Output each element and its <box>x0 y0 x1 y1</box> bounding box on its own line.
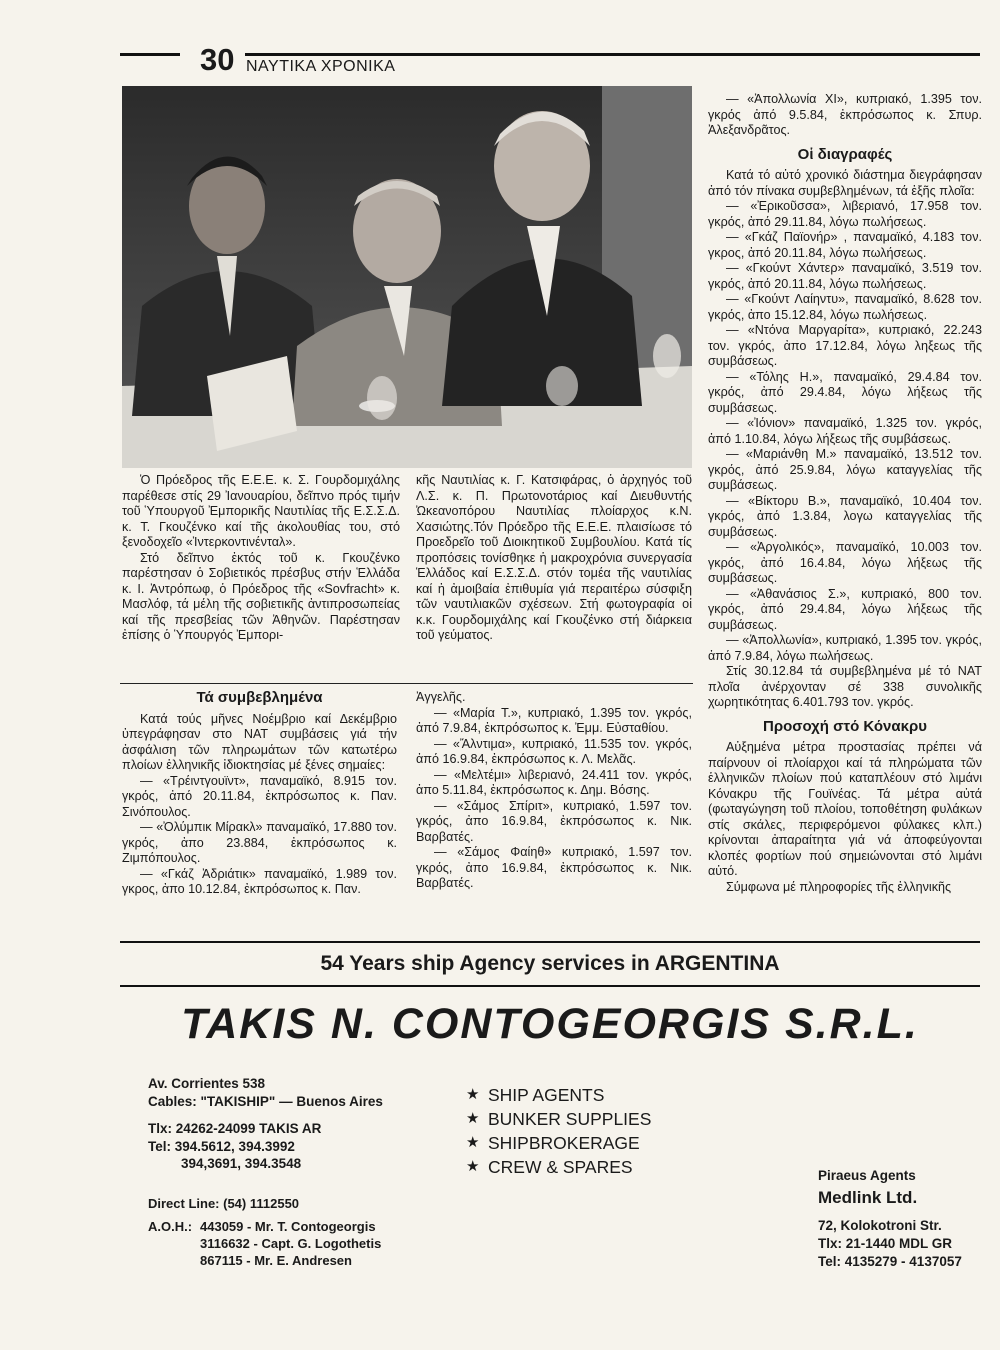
contracted-entry: — «Μαρία Τ.», κυπριακό, 1.395 τον. γκρός, ἀπό 7.9.84, ἐκπρόσωπος κ. Ἐμμ. Εὐσταθίου. <box>416 705 692 735</box>
service-item <box>466 1083 651 1107</box>
ad-contact-block <box>148 1075 383 1173</box>
ad-rule <box>120 985 980 987</box>
service-item <box>466 1155 651 1179</box>
contracted-entry: — «Γκάζ Ἀδριάτικ» παναμαϊκό, 1.989 τον. γκρος, ἀπο 10.12.84, ἐκπρόσωπος κ. Παν. <box>122 866 397 896</box>
contracted-column-left <box>122 690 397 898</box>
ad-telephone: 394,3691, 394.3548 <box>181 1156 302 1171</box>
contracted-entry: — «Ὀλύμπικ Μίρακλ» παναμαϊκό, 17.880 τον. γκρός, ἀπο 23.884, ἐκπρόσωπος κ. Ζιμπόπουλος. <box>122 820 397 865</box>
publication-name: ΝΑΥΤΙΚΑ ΧΡΟΝΙΚΑ <box>246 58 396 75</box>
page-number: 30 <box>200 42 235 77</box>
deletion-entry: — «Ἐρικοῦσσα», λιβεριανό, 17.958 τον. γκρός, ἀπό 29.11.84, λόγω πωλήσεως. <box>708 199 982 229</box>
deletion-entry: — «Ἀπολλωνία», κυπριακό, 1.395 τον. γκρός, ἀπό 7.9.84, λόγω πωλήσεως. <box>708 633 982 663</box>
ad-direct-line: Direct Line: (54) 1112550 <box>148 1196 300 1211</box>
deletion-entry: — «Ἀργολικός», παναμαϊκό, 10.003 τον. γκρός, ἀπό 16.4.84, λόγω λήξεως τῆς συμβάσεως. <box>708 540 982 585</box>
contracted-intro: Κατά τούς μῆνες Νοέμβριο καί Δεκέμβριο ὑπεγράφησαν στο ΝΑΤ συμβάσεις γιά τήν ἀσφάλιση τῶν πληρωμάτων τῶν κατωτέρω πλοίων ἑλληνικῆς ἰδιοκτησίας μέ ξένες σημαίες: <box>122 711 397 772</box>
deletion-entry: — «Μαριάνθη Μ.» παναμαϊκό, 13.512 τον. γκρός, ἀπό 25.9.84, λόγω καταγγελίας τῆς συμβάσεως. <box>708 447 982 492</box>
section-divider <box>120 683 693 684</box>
deletion-entry: — «Γκούντ Χάντερ» παναμαϊκό, 3.519 τον. γκρός, ἀπό 20.11.84, λόγω πωλήσεως. <box>708 261 982 291</box>
contracted-entry: — «Ἄλντιμα», κυπριακό, 11.535 τον. γκρός, ἀπό 16.9.84, ἐκπρόσωπος κ. Λ. Μελᾶς. <box>416 736 692 766</box>
ad-cables: Cables: "TAKISHIP" — Buenos Aires <box>148 1093 383 1109</box>
deletion-entry: — «Τόλης Η.», παναμαϊκό, 29.4.84 τον. γκρός, ἀπό 29.4.84, λόγω λήξεως τῆς συμβάσεως. <box>708 369 982 415</box>
header-rule <box>120 53 180 56</box>
deletions-summary: Στίς 30.12.84 τά συμβεβλημένα μέ τό ΝΑΤ πλοῖα ἀνέρχονταν σέ 338 συνολικῆς χωρητικότητας 6.401.793 τον. γκρός. <box>708 664 982 709</box>
caption-paragraph: κῆς Ναυτιλίας κ. Γ. Κατσιφάρας, ὁ ἀρχηγός τοῦ Λ.Σ. κ. Π. Πρωτονοτάριος καί Διευθυντής Ὠκεανοπόρου Ναυτιλίας πλοίαρχος κ.Ν. Χασιώτης.Τόν Πρόεδρο τῆς Ε.Ε.Ε. πλαισίωσε τό Προεδρεῖο τοῦ Διοικητικοῦ Συμβουλίου. Κατά τίς προπόσεις τονίσθηκε ἡ μακροχρόνια συνεργασία Ἑλλάδος καί Ε.Σ.Σ.Δ. στόν τομέα τῆς ναυτιλίας καί ἡ ἀμοιβαία ἐπιθυμία γιά περαιτέρω σύσφιξη τῶν ναυτιλιακῶν σχέσεων. Στή φωτογραφία οἱ κ.κ. Γουρδομιχάλης καί Γκουζένκο στή διάρκεια τοῦ γεύματος. <box>416 473 692 642</box>
ad-telephone: Tel: 394.5612, 394.3992 <box>148 1138 295 1154</box>
ad-aoh-entry: 3116632 - Capt. G. Logothetis <box>200 1236 382 1251</box>
contracted-column-right <box>416 690 692 892</box>
contracted-heading: Τά συμβεβλημένα <box>196 689 323 706</box>
ad-tagline: 54 Years ship Agency services in ARGENTINA <box>320 952 780 975</box>
dinner-photo <box>122 86 692 468</box>
piraeus-telephone: Tel: 4135279 - 4137057 <box>818 1254 962 1269</box>
service-item <box>466 1131 651 1155</box>
deletion-entry: — «Βίκτορυ Β.», παναμαϊκό, 10.404 τον. γκρός, ἀπό 1.3.84, λογω καταγγελίας τῆς συμβάσεως. <box>708 493 982 539</box>
photo-caption-left <box>122 473 400 644</box>
ad-piraeus-agents <box>818 1167 962 1271</box>
ad-aoh-label: A.O.H.: <box>148 1219 193 1234</box>
header-rule <box>245 53 980 56</box>
contracted-continuation: Ἀγγελῆς. <box>416 690 466 704</box>
vessel-entry: — «Ἀπολλωνία ΧΙ», κυπριακό, 1.395 τον. γκρός ἀπό 9.5.84, ἐκπρόσωπος κ. Σπυρ. Ἀλεξανδρᾶτος. <box>708 92 982 137</box>
ad-direct-lines <box>148 1195 381 1269</box>
deletion-entry: — «Γκούντ Λαίηντυ», παναμαϊκό, 8.628 τον. γκρός, ἀπο 15.12.84, λόγω πωλήσεως. <box>708 292 982 322</box>
conakry-heading: Προσοχή στό Κόνακρυ <box>763 717 927 735</box>
service-label: CREW & SPARES <box>488 1157 633 1177</box>
service-label: BUNKER SUPPLIES <box>488 1109 652 1129</box>
star-icon: ★ <box>466 1110 480 1127</box>
service-item <box>466 1107 651 1131</box>
ad-aoh-entry: 867115 - Mr. E. Andresen <box>200 1253 352 1268</box>
star-icon: ★ <box>466 1158 480 1175</box>
contracted-entry: — «Μελτέμι» λιβεριανό, 24.411 τον. γκρός, ἀπο 5.11.84, ἐκπρόσωπος κ. Δημ. Βόσης. <box>416 767 692 797</box>
ad-services-list <box>466 1083 651 1179</box>
conakry-paragraph: Αὐξημένα μέτρα προστασίας πρέπει νά παίρνουν οἱ πλοίαρχοι καί τά πληρώματα τῶν ἑλληνικῶν πλοίων πού καταπλέουν στό λιμάνι Κόνακρυ τῆς Γουϊνέας. Τά μέτρα αὐτά (φωταγώγηση τοῦ πλοίου, τοποθέτηση φυλάκων στίς σκάλες, περιφερόμενοι φύλακες κλπ.) κρίνονται ἀπαραίτητα γιά νά ἀποφεύγονται κλοπές φορτίων πού σημειώνονται στό λιμάνι αὐτό. <box>708 740 982 878</box>
caption-paragraph: Ὁ Πρόεδρος τῆς Ε.Ε.Ε. κ. Σ. Γουρδομιχάλης παρέθεσε στίς 29 Ἰανουαρίου, δεῖπνο πρός τιμήν τοῦ Ὑπουργοῦ Ἐμπορικῆς Ναυτιλίας τῆς Ε.Σ.Σ.Δ. κ. Τ. Γκουζένκο καί τῆς ἀκολουθίας του, στό ξενοδοχεῖο «Ἰντερκοντινένταλ». <box>122 473 400 549</box>
deletion-entry: — «Ἀθανάσιος Σ.», κυπριακό, 800 τον. γκρός, ἀπό 29.4.84, λόγω λήξεως τῆς συμβάσεως. <box>708 586 982 632</box>
caption-paragraph: Στό δεῖπνο ἐκτός τοῦ κ. Γκουζένκο παρέστησαν ὁ Σοβιετικός πρέσβυς στήν Ἑλλάδα κ. Ι. Ἀντρόπωφ, ὁ Πρόεδρος τῆς «Sovfracht» κ. Μασλόφ, τά μέλη τῆς σοβιετικῆς ἀντιπροσωπείας καί τῆς πρεσβείας τῶν Ἀθηνῶν. Παρέστησαν ἐπίσης ὁ Ὑπουργός Ἐμπορι- <box>122 550 400 642</box>
deletions-heading: Οἱ διαγραφές <box>797 145 893 163</box>
star-icon: ★ <box>466 1134 480 1151</box>
contracted-entry: — «Τρέιντγουϊντ», παναμαϊκό, 8.915 τον. γκρός, ἀπό 20.11.84, ἐκπρόσωπος κ. Παν. Σινόπουλος. <box>122 773 397 819</box>
ad-company-name: TAKIS N. CONTOGEORGIS S.R.L. <box>181 1000 919 1048</box>
piraeus-address: 72, Kolokotroni Str. <box>818 1218 942 1233</box>
star-icon: ★ <box>466 1086 480 1103</box>
right-column <box>708 92 982 895</box>
contracted-entry: — «Σάμος Σπίριτ», κυπριακό, 1.597 τον. γκρός, ἀπο 16.9.84, ἐκπρόσωπος κ. Νικ. Βαρβατές. <box>416 798 692 844</box>
piraeus-label: Piraeus Agents <box>818 1168 916 1183</box>
deletion-entry: — «Γκάζ Παϊονήρ» , παναμαϊκό, 4.183 τον. γκρος, ἀπό 20.11.84, λόγω πωλήσεως. <box>708 230 982 260</box>
contracted-entry: — «Σάμος Φαίηθ» κυπριακό, 1.597 τον. γκρός, ἀπο 16.9.84, ἐκπρόσωπος κ. Νικ. Βαρβατές. <box>416 845 692 890</box>
ad-aoh-entry: 443059 - Mr. T. Contogeorgis <box>200 1219 376 1234</box>
deletion-entry: — «Ντόνα Μαργαρίτα», κυπριακό, 22.243 τον. γκρός, ἀπο 17.12.84, λόγω ληξεως τῆς συμβάσεως. <box>708 323 982 368</box>
piraeus-company: Medlink Ltd. <box>818 1188 918 1207</box>
photo-caption-right <box>416 473 692 644</box>
service-label: SHIPBROKERAGE <box>488 1133 640 1153</box>
service-label: SHIP AGENTS <box>488 1085 605 1105</box>
ad-telex: Tlx: 24262-24099 TAKIS AR <box>148 1121 322 1136</box>
deletions-intro: Κατά τό αὐτό χρονικό διάστημα διεγράφησαν ἀπό τόν πίνακα συμβεβλημένων, τά ἑξῆς πλοῖα: <box>708 168 982 198</box>
conakry-paragraph: Σύμφωνα μέ πληροφορίες τῆς ἑλληνικῆς <box>726 879 952 894</box>
ad-rule <box>120 941 980 943</box>
piraeus-telex: Tlx: 21-1440 MDL GR <box>818 1236 953 1251</box>
deletion-entry: — «Ἰόνιον» παναμαϊκό, 1.325 τον. γκρός, ἀπό 1.10.84, λόγω λήξεως τῆς συμβάσεως. <box>708 416 982 446</box>
ad-address: Av. Corrientes 538 <box>148 1076 266 1091</box>
